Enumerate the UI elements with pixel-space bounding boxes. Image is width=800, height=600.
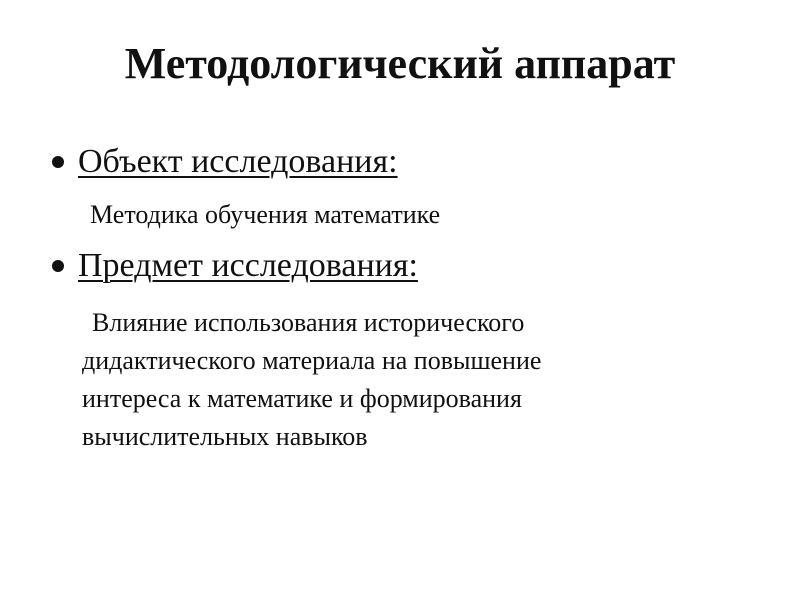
detail-line: дидактического материала на повышение	[82, 346, 542, 375]
bullet-item-object	[52, 141, 398, 183]
detail-line: вычислительных навыков	[82, 422, 368, 451]
detail-subject	[82, 304, 742, 456]
detail-line: интереса к математике и формирования	[82, 384, 522, 413]
bullet-dot-icon	[52, 156, 64, 168]
slide-title: Методологический аппарат	[124, 39, 676, 88]
detail-line: Методика обучения математике	[90, 200, 441, 229]
bullet-label-object: Объект исследования:	[78, 143, 398, 180]
bullet-label-subject: Предмет исследования:	[78, 247, 418, 284]
detail-line: Влияние использования исторического	[92, 308, 525, 337]
detail-object	[90, 196, 440, 234]
bullet-dot-icon	[52, 260, 64, 272]
bullet-item-subject	[52, 245, 418, 287]
